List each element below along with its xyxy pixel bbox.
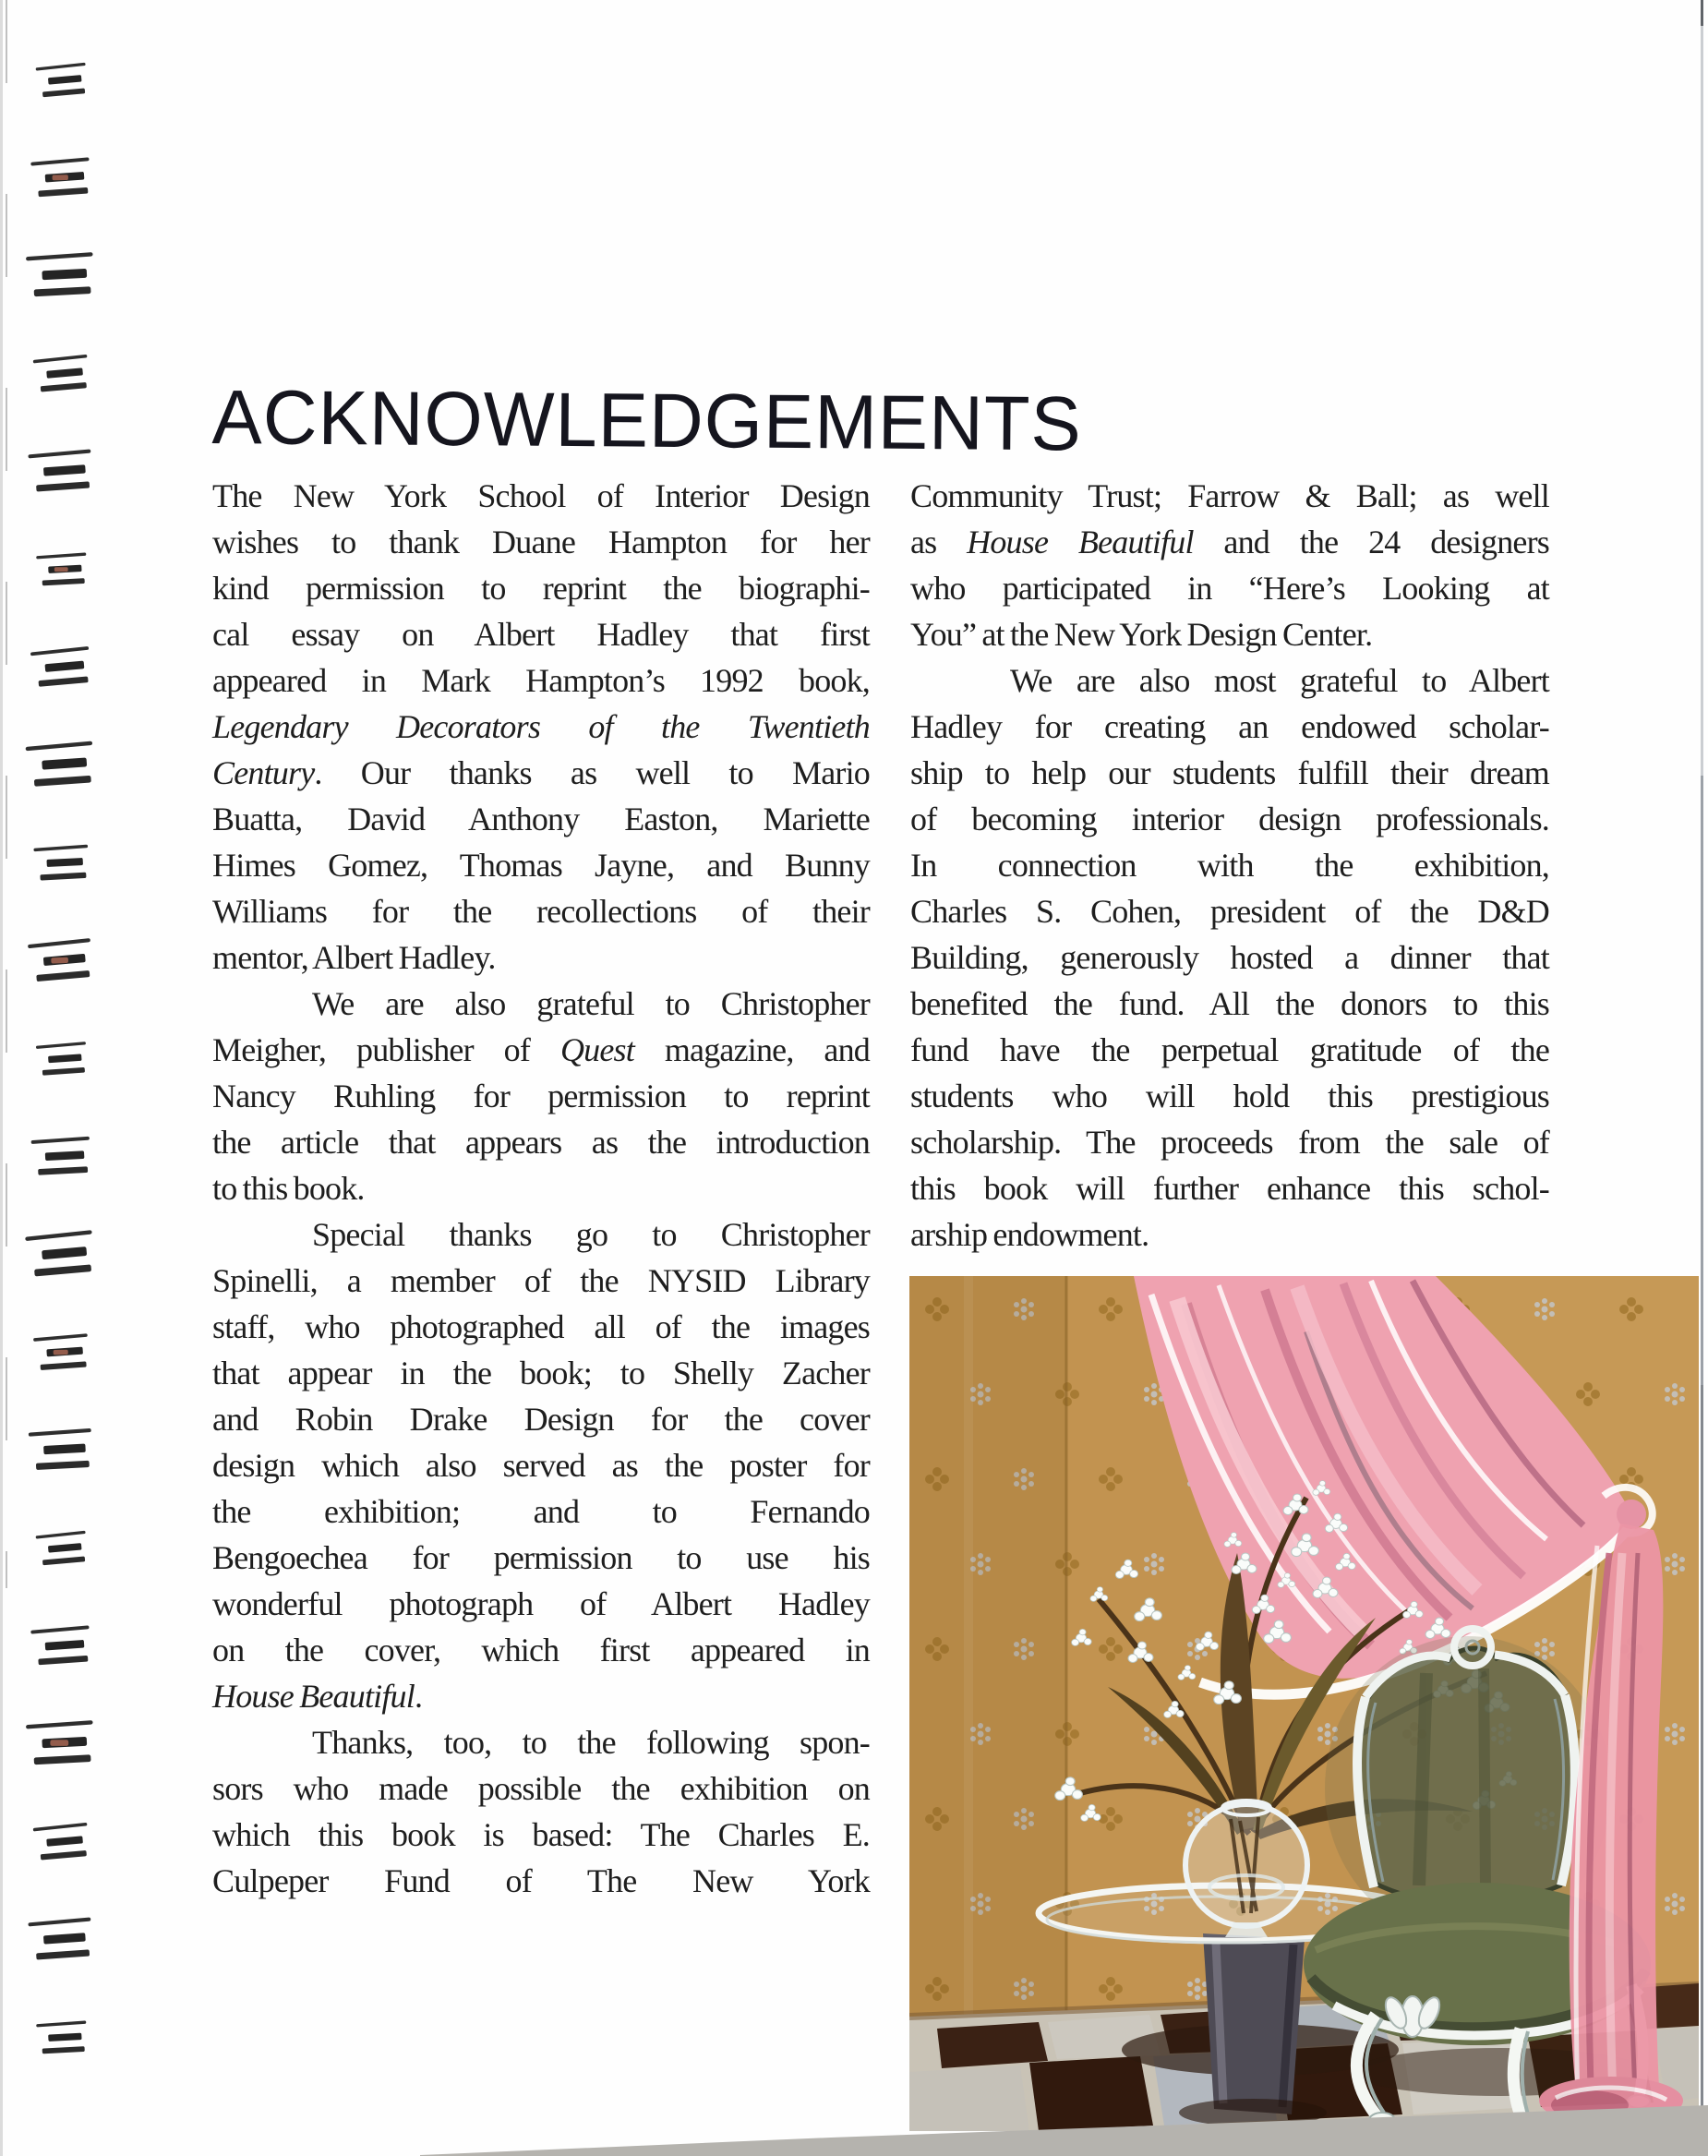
text-line: mentor, Albert Hadley.	[212, 939, 496, 976]
text-line: this book will further enhance this schol-	[910, 1170, 1549, 1207]
text-line: as House Beautiful and the 24 designers	[910, 524, 1549, 560]
binding-mark-artifact	[28, 1920, 104, 1967]
text-line: We are also grateful to Christopher	[312, 985, 870, 1022]
text-line: and Robin Drake Design for the cover	[212, 1401, 870, 1438]
text-line: Meigher, publisher of Quest magazine, and	[212, 1031, 870, 1068]
text-line: We are also most grateful to Albert	[1010, 662, 1549, 699]
text-line: Hadley for creating an endowed scholar-	[910, 708, 1549, 745]
binding-mark-artifact	[36, 1043, 97, 1080]
text-line: Himes Gomez, Thomas Jayne, and Bunny	[212, 847, 870, 884]
text-line: Culpeper Fund of The New York	[212, 1862, 870, 1899]
binding-mark-artifact	[36, 2022, 97, 2058]
text-line: Buatta, David Anthony Easton, Mariette	[212, 801, 870, 837]
text-column-right	[910, 473, 1549, 1258]
binding-mark-artifact	[33, 355, 101, 397]
binding-mark-artifact	[28, 940, 105, 988]
text-line: who participated in “Here’s Looking at	[910, 570, 1549, 607]
binding-mark-artifact	[36, 64, 98, 102]
text-line: Bengoechea for permission to use his	[212, 1539, 870, 1576]
text-line: Nancy Ruhling for permission to reprint	[212, 1078, 870, 1114]
text-line: Thanks, too, to the following spon-	[312, 1724, 870, 1761]
binding-mark-artifact	[36, 1532, 98, 1571]
page-left-edge-line-2	[6, 0, 7, 1588]
text-line: on the cover, which first appeared in	[212, 1632, 870, 1668]
binding-mark-artifact	[36, 554, 97, 590]
binding-mark-artifact	[26, 255, 107, 304]
binding-mark-artifact	[31, 1138, 102, 1181]
text-line: Spinelli, a member of the NYSID Library	[212, 1262, 870, 1299]
binding-mark-artifact	[28, 452, 104, 499]
binding-mark-artifact	[33, 847, 99, 886]
binding-mark-artifact	[30, 1627, 102, 1670]
text-line: Special thanks go to Christopher	[312, 1216, 870, 1253]
paragraph	[910, 473, 1549, 657]
binding-mark-artifact	[33, 1824, 101, 1865]
text-line: Century. Our thanks as well to Mario	[212, 754, 870, 791]
text-line: sors who made possible the exhibition on	[212, 1770, 870, 1807]
text-line: that appear in the book; to Shelly Zacher	[212, 1355, 870, 1391]
binding-mark-artifact	[26, 1723, 107, 1772]
text-line: staff, who photographed all of the images	[212, 1308, 870, 1345]
text-line: wonderful photograph of Albert Hadley	[212, 1585, 870, 1622]
text-line: appeared in Mark Hampton’s 1992 book,	[212, 662, 870, 699]
text-line: House Beautiful.	[212, 1678, 423, 1715]
binding-mark-artifact	[26, 743, 108, 793]
binding-mark-artifact	[30, 648, 102, 693]
text-line: the article that appears as the introduction	[212, 1124, 870, 1161]
acknowledgements-illustration	[909, 1276, 1699, 2131]
page-left-edge-line	[0, 0, 3, 2156]
text-line: You” at the New York Design Center.	[910, 616, 1373, 653]
paragraph	[212, 473, 870, 981]
text-line: The New York School of Interior Design	[212, 477, 870, 514]
text-line: In connection with the exhibition,	[910, 847, 1549, 884]
text-line: the exhibition; and to Fernando	[212, 1493, 870, 1530]
text-line: ship to help our students fulfill their dream	[910, 754, 1549, 791]
text-line: Williams for the recollections of their	[212, 893, 870, 930]
text-line: cal essay on Albert Hadley that first	[212, 616, 870, 653]
binding-mark-artifact	[29, 1430, 104, 1475]
text-line: students who will hold this prestigious	[910, 1078, 1549, 1114]
paragraph	[212, 981, 870, 1211]
page-title: ACKNOWLEDGEMENTS	[211, 373, 1083, 467]
text-line: Building, generously hosted a dinner that	[910, 939, 1549, 976]
text-line: Legendary Decorators of the Twentieth	[212, 708, 870, 745]
text-line: benefited the fund. All the donors to this	[910, 985, 1549, 1022]
text-line: Community Trust; Farrow & Ball; as well	[910, 477, 1549, 514]
binding-mark-artifact	[33, 1335, 100, 1376]
text-line: arship endowment.	[910, 1216, 1149, 1253]
binding-mark-artifact	[30, 159, 102, 202]
text-line: fund have the perpetual gratitude of the	[910, 1031, 1549, 1068]
page-right-edge-line	[1701, 0, 1703, 2156]
text-line: which this book is based: The Charles E.	[212, 1816, 870, 1853]
paragraph	[212, 1719, 870, 1904]
text-line: Charles S. Cohen, president of the D&D	[910, 893, 1549, 930]
paragraph	[212, 1211, 870, 1719]
text-column-left	[212, 473, 870, 1904]
text-line: scholarship. The proceeds from the sale of	[910, 1124, 1549, 1161]
text-line: of becoming interior design professionals.	[910, 801, 1549, 837]
text-line: design which also served as the poster for	[212, 1447, 870, 1484]
binding-mark-artifact	[25, 1232, 108, 1283]
text-line: kind permission to reprint the biographi-	[212, 570, 870, 607]
text-line: to this book.	[212, 1170, 365, 1207]
paragraph	[910, 657, 1549, 1258]
text-line: wishes to thank Duane Hampton for her	[212, 524, 870, 560]
